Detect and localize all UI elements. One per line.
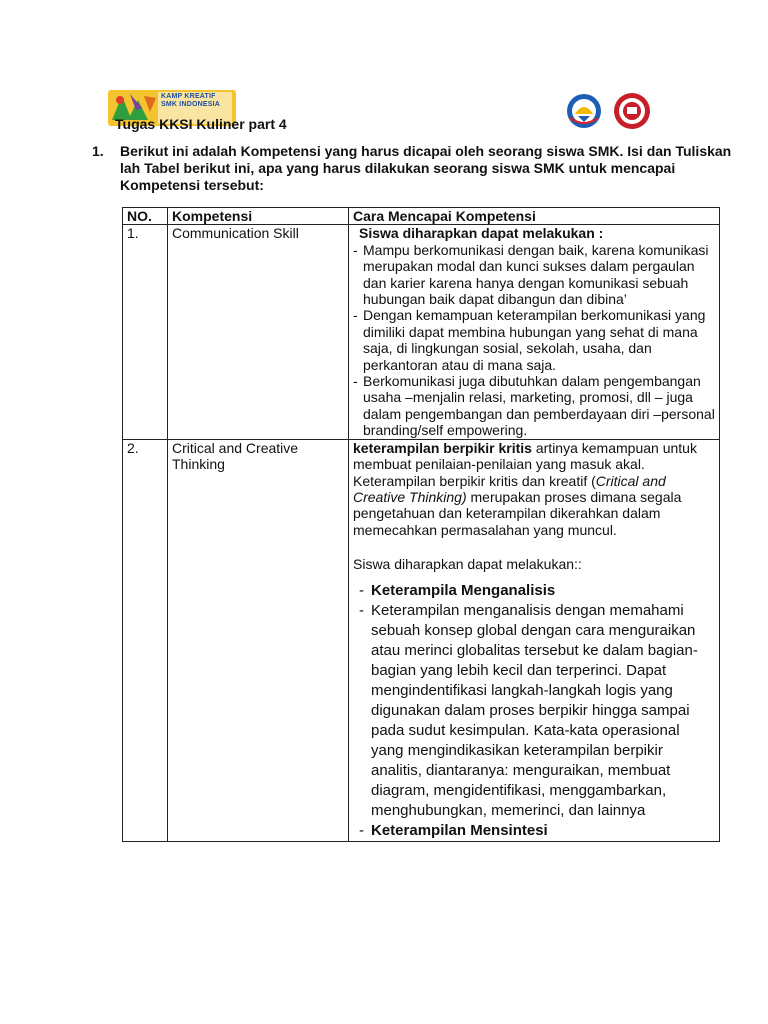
row2-sub1-title: Keterampila Menganalisis [371, 581, 556, 599]
row1-item-3: Berkomunikasi juga dibutuhkan dalam pengembangan usaha –menjalin relasi, marketing, promosi, dll – juga dalam pengembangan dan pemberdayaan diri –personal branding/self empowering. [363, 373, 715, 439]
row2-p1-bold: keterampilan berpikir kritis [353, 439, 532, 456]
row2-kompetensi: Critical and Creative Thinking [168, 439, 349, 841]
list-item: - Berkomunikasi juga dibutuhkan dalam pengembangan usaha –menjalin relasi, marketing, promosi, dll – juga dalam pengembangan dan pemberdayaan diri –personal branding/self empowering. [353, 373, 715, 439]
list-item: - Keterampilan Mensintesi [359, 821, 548, 839]
row2-cara [349, 439, 720, 841]
row1-item-1: Mampu berkomunikasi dengan baik, karena komunikasi merupakan modal dan kunci sukses dalam pergaulan dan karier karena hanya dengan komunikasi sebuah hubungan baik dapat dibangun dan dibina’ [363, 241, 709, 308]
instruction-text: Berikut ini adalah Kompetensi yang harus dicapai oleh seorang siswa SMK. Isi dan Tuliskan lah Tabel berikut ini, apa yang harus dilakukan seorang siswa SMK untuk mencapai Kompetensi tersebut: [120, 143, 732, 193]
tut-wuri-handayani-icon [567, 94, 601, 128]
list-item: - Keterampilan menganalisis dengan memahami sebuah konsep global dengan cara menguraikan atau merinci globalitas tersebut ke dalam bagian-bagian yang lebih kecil dan terperinci. Dapat mengindentifikasi langkah-langkah logis yang digunakan dalam proses berpikir hingga sampai pada sudut kesimpulan. Kata-kata operasional yang mengindikasikan keterampilan berpikir analitis, diantaranya: menguraikan, membuat diagram, mengidentifikasi, menggambarkan, menghubungkan, memerinci, dan lainnya [359, 601, 698, 819]
row1-item-2: Dengan kemampuan keterampilan berkomunikasi yang dimiliki dapat membina hubungan yang sehat di mana saja, di lingkungan sosial, sekolah, usaha, dan perkantoran atau di mana saja. [363, 307, 706, 373]
header-cara: Cara Mencapai Kompetensi [349, 208, 720, 225]
emblem-icons [564, 92, 656, 130]
logo-left-text: KAMP KREATIF SMK INDONESIA [161, 93, 220, 108]
header-kompetensi: Kompetensi [168, 208, 349, 225]
institution-logos [564, 92, 656, 130]
row2-p2-italic: Critical and Creative Thinking) [353, 472, 666, 505]
header-no: NO. [123, 208, 168, 225]
row1-cara [349, 225, 720, 439]
row1-no: 1. [123, 225, 168, 439]
row2-no: 2. [123, 439, 168, 841]
row2-paragraph-2 [353, 473, 715, 539]
page-title: Tugas KKSI Kuliner part 4 [115, 116, 287, 132]
list-item: - Mampu berkomunikasi dengan baik, karena komunikasi merupakan modal dan kunci sukses dalam pergaulan dan karier karena hanya dengan komunikasi sebuah hubungan baik dapat dibangun dan dibina’ [353, 241, 709, 308]
competency-table [122, 207, 720, 842]
instruction-number: 1. [92, 143, 104, 159]
table-row [123, 225, 720, 439]
school-seal-icon [614, 93, 650, 129]
list-item: - Keterampila Menganalisis [359, 581, 556, 599]
table-row [123, 439, 720, 841]
row2-sub2-title: Keterampilan Mensintesi [371, 821, 548, 839]
row2-p2-start: Keterampilan berpikir kritis dan kreatif ( [353, 472, 596, 489]
row1-kompetensi: Communication Skill [168, 225, 349, 439]
list-item: - Dengan kemampuan keterampilan berkomunikasi yang dimiliki dapat membina hubungan yang sehat di mana saja, di lingkungan sosial, sekolah, usaha, dan perkantoran atau di mana saja. [353, 307, 706, 373]
row2-p2-rest: merupakan proses dimana segala pengetahuan dan keterampilan dikerahkan dalam memecahkan permasalahan yang muncul. [353, 488, 682, 538]
row1-lead: Siswa diharapkan dapat melakukan : [359, 225, 604, 242]
instruction [92, 143, 752, 194]
table-header-row [123, 208, 720, 225]
row2-sub1-text: Keterampilan menganalisis dengan memahami sebuah konsep global dengan cara menguraikan atau merinci globalitas tersebut ke dalam bagian-bagian yang lebih kecil dan terperinci. Dapat mengindentifikasi langkah-langkah logis yang digunakan dalam proses berpikir hingga sampai pada sudut kesimpulan. Kata-kata operasional yang mengindikasikan keterampilan berpikir analitis, diantaranya: menguraikan, membuat diagram, mengidentifikasi, menggambarkan, menghubungkan, memerinci, dan lainnya [371, 601, 698, 819]
row2-p1-rest: artinya kemampuan untuk membuat penilaian-penilaian yang masuk akal. [353, 439, 697, 473]
row2-paragraph-3: Siswa diharapkan dapat melakukan:: [353, 556, 582, 573]
row2-paragraph-1 [353, 440, 715, 473]
